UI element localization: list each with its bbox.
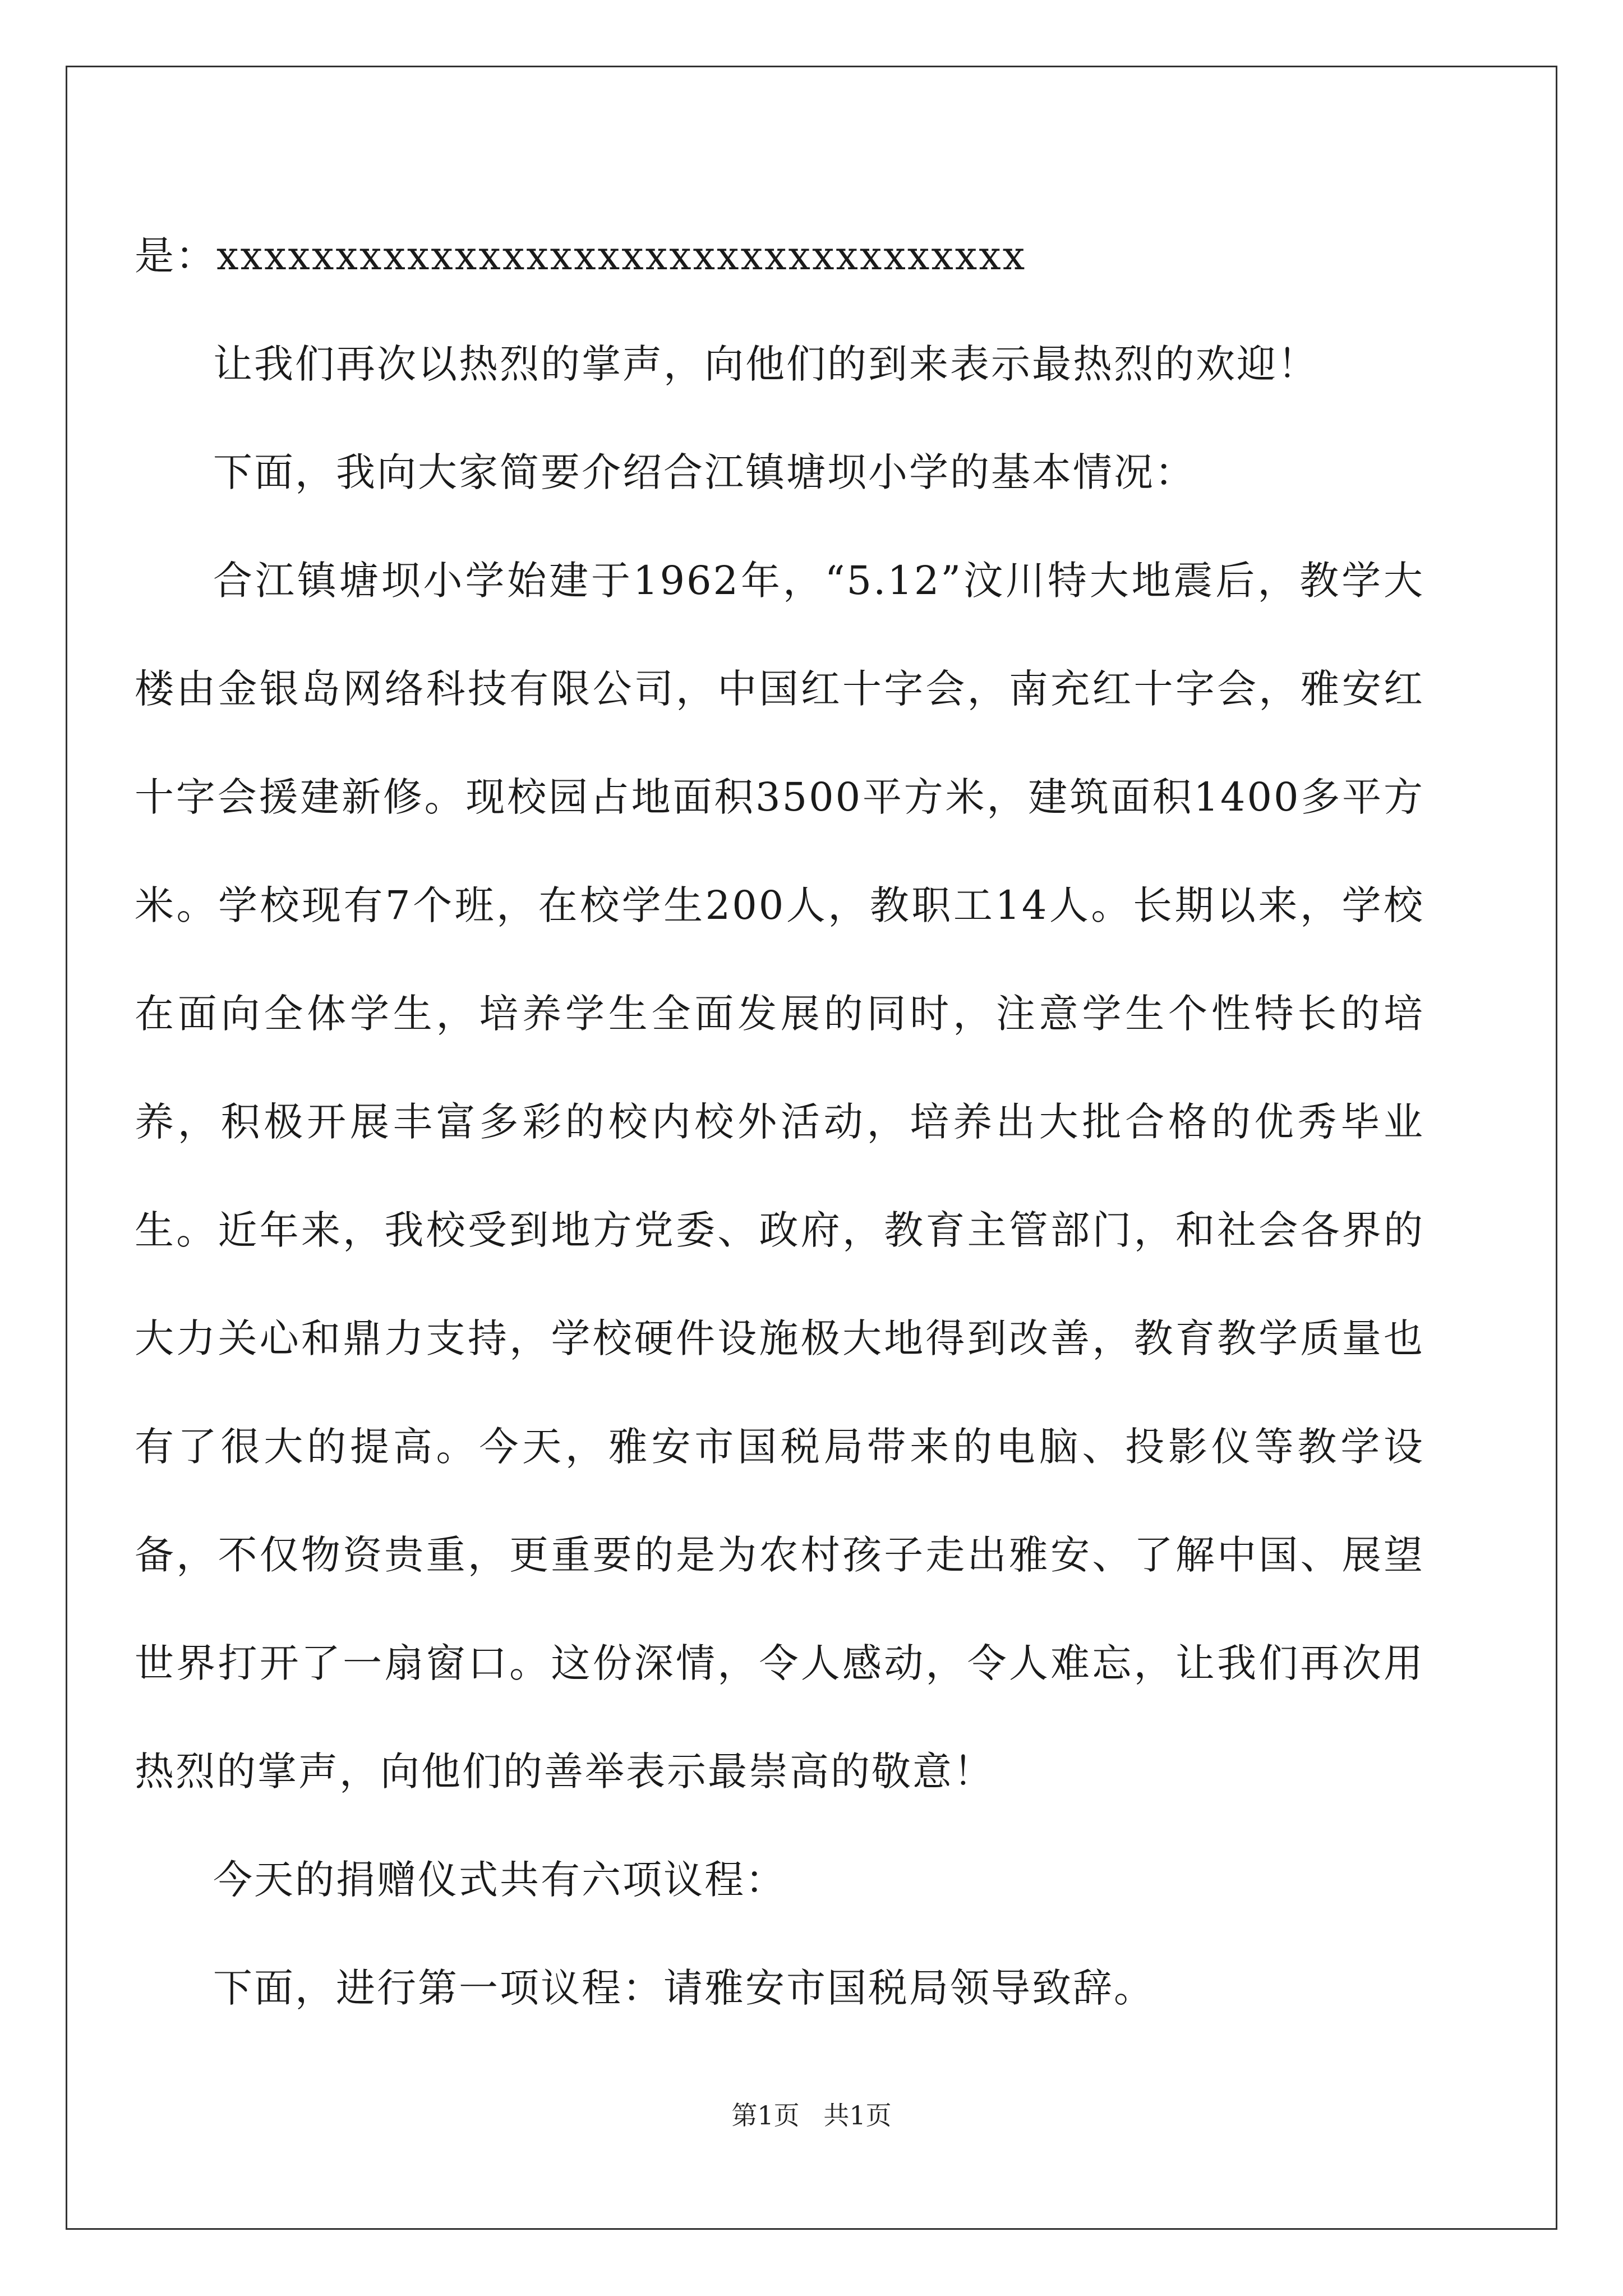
page-footer: [0, 2095, 1623, 2132]
paragraph-5: 今天的捐赠仪式共有六项议程：: [213, 1857, 786, 1903]
paragraph-4: 合江镇塘坝小学始建于1962年，“5.12”汶川特大地震后，教学大楼由金银岛网络科技有限公司，中国红十字会，南充红十字会，雅安红十字会援建新修。现校园占地面积3500平方米，建筑面积1400多平方米。学校现有7个班，在校学生200人，教职工14人。长期以来，学校在面向全体学生，培养学生全面发展的同时，注意学生个性特长的培养，积极开展丰富多彩的校内校外活动，培养出大批合格的优秀毕业生。近年来，我校受到地方党委、政府，教育主管部门，和社会各界的大力关心和鼎力支持，学校硬件设施极大地得到改善，教育教学质量也有了很大的提高。今天，雅安市国税局带来的电脑、投影仪等教学设备，不仅物资贵重，更重要的是为农村孩子走出雅安、了解中国、展望世界打开了一扇窗口。这份深情，令人感动，令人难忘，让我们再次用热烈的掌声，向他们的善举表示最崇高的敬意！: [135, 558, 1424, 1795]
paragraph-6: 下面，进行第一项议程：请雅安市国税局领导致辞。: [213, 1965, 1155, 2011]
paragraph-3: 下面，我向大家简要介绍合江镇塘坝小学的基本情况：: [213, 449, 1196, 495]
page-total: 共1页: [823, 2100, 892, 2131]
paragraph-2: 让我们再次以热烈的掌声，向他们的到来表示最热烈的欢迎！: [213, 341, 1318, 387]
paragraph-1: 是：xxxxxxxxxxxxxxxxxxxxxxxxxxxxxxxxxx: [135, 233, 1027, 279]
page-number: 第1页: [731, 2100, 800, 2131]
document-body: [135, 202, 1424, 2042]
